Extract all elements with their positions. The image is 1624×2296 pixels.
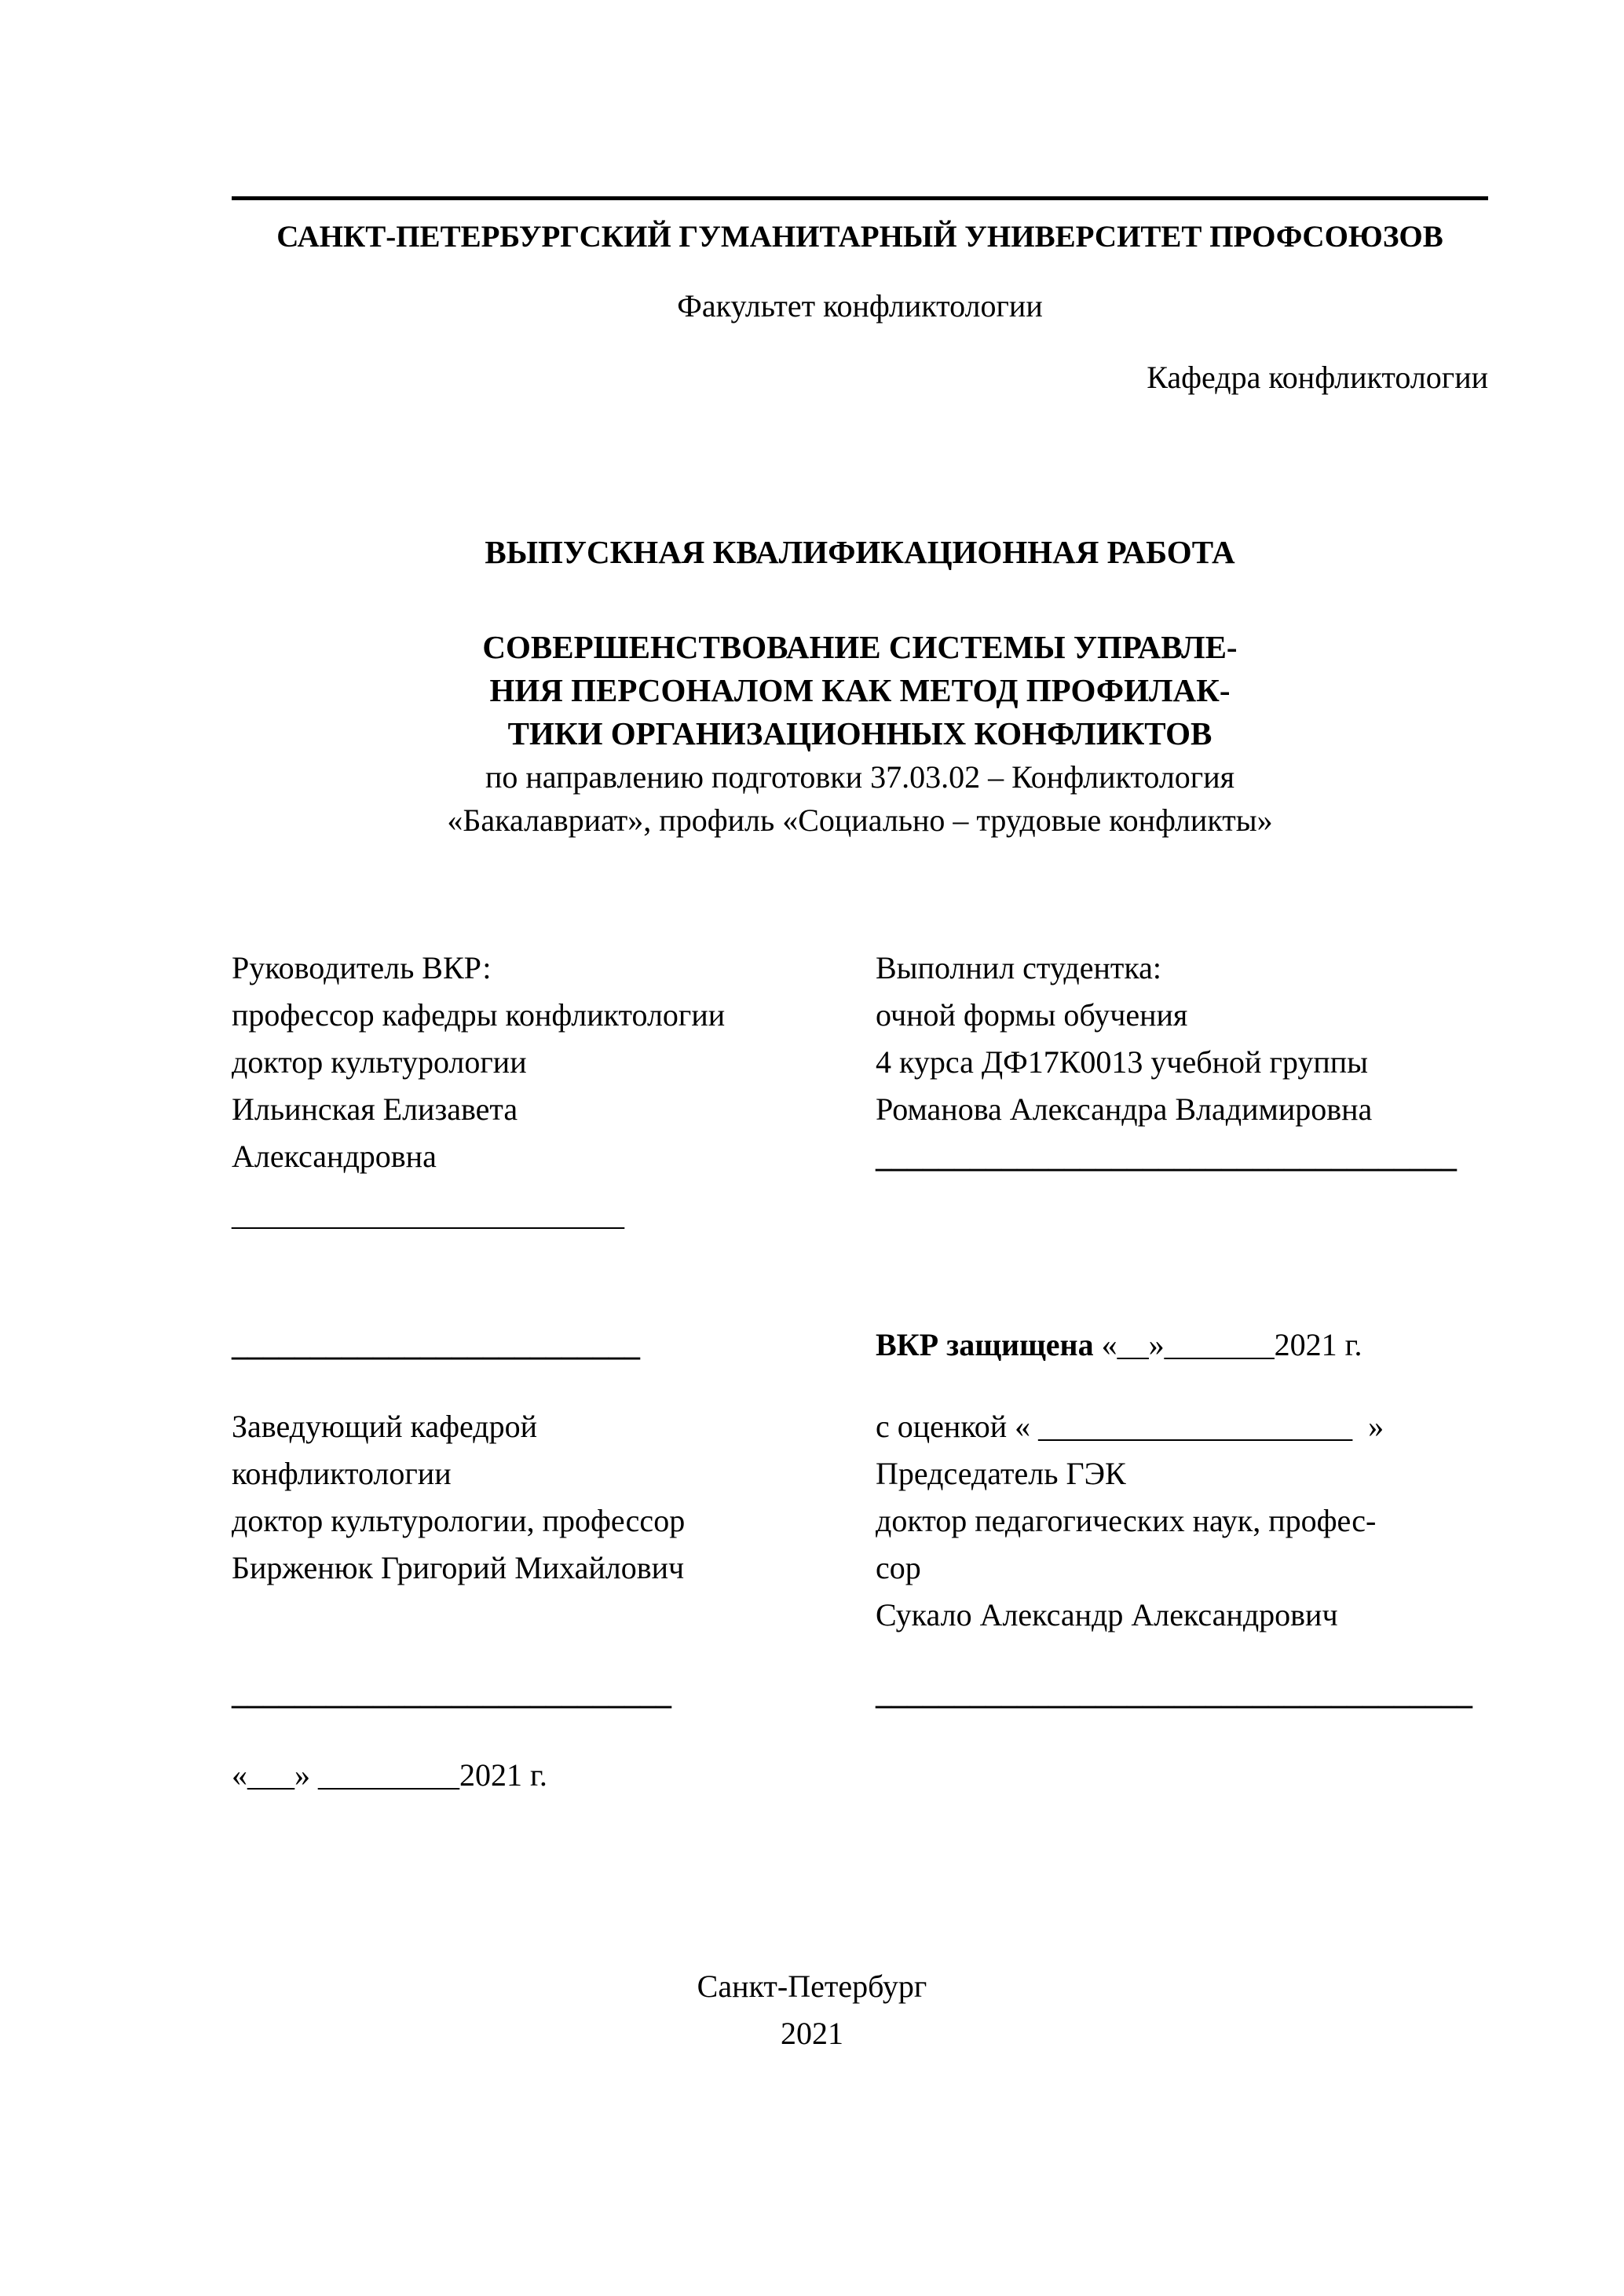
thesis-title (232, 626, 1488, 755)
defense-date-line (876, 1322, 1488, 1369)
supervisor-block (232, 945, 876, 1180)
head-title-line-1: Заведующий кафедрой (232, 1409, 538, 1444)
department-name: Кафедра конфликтологии (1147, 360, 1488, 395)
supervisor-signature-line: _________________________ (232, 1197, 624, 1232)
head-signature-line-top: __________________________ (232, 1327, 640, 1362)
head-signature-line: ____________________________ (232, 1676, 671, 1711)
thesis-title-line-2: НИЯ ПЕРСОНАЛОМ КАК МЕТОД ПРОФИЛАК- (489, 672, 1231, 708)
thesis-title-line-3: ТИКИ ОРГАНИЗАЦИОННЫХ КОНФЛИКТОВ (507, 715, 1213, 751)
thesis-title-line-1: СОВЕРШЕНСТВОВАНИЕ СИСТЕМЫ УПРАВЛЕ- (482, 629, 1238, 665)
supervisor-name-line-2: Александровна (232, 1139, 437, 1174)
chairman-name: Сукало Александр Александрович (876, 1597, 1338, 1632)
student-label: Выполнил студентка: (876, 950, 1162, 985)
supervisor-name-line-1: Ильинская Елизавета (232, 1091, 518, 1127)
head-degree: доктор культурологии, профессор (232, 1503, 686, 1538)
chairman-degree-line-1: доктор педагогических наук, профес- (876, 1503, 1377, 1538)
header-rule (232, 196, 1488, 200)
student-block (876, 945, 1488, 1133)
left-column (232, 945, 876, 1799)
program-line: по направлению подготовки 37.03.02 – Конфликтология (485, 759, 1235, 795)
student-study-form: очной формы обучения (876, 997, 1188, 1033)
supervisor-position: профессор кафедры конфликтологии (232, 997, 726, 1033)
chairman-label: Председатель ГЭК (876, 1456, 1126, 1491)
work-type-title: ВЫПУСКНАЯ КВАЛИФИКАЦИОННАЯ РАБОТА (485, 534, 1235, 570)
approval-date-line: «___» _________2021 г. (232, 1757, 547, 1793)
profile-line: «Бакалавриат», профиль «Социально – трудовые конфликты» (447, 803, 1273, 838)
year: 2021 (781, 2016, 843, 2051)
head-title-line-2: конфликтологии (232, 1456, 452, 1491)
defense-date-blank: «__»_______2021 г. (1093, 1327, 1362, 1362)
document-footer (0, 1963, 1624, 2057)
chairman-signature-line: ______________________________________ (876, 1676, 1472, 1711)
supervisor-label: Руководитель ВКР: (232, 950, 492, 985)
document-header (232, 196, 1488, 842)
head-name: Бирженюк Григорий Михайлович (232, 1550, 685, 1585)
defense-label: ВКР защищена (876, 1327, 1094, 1362)
department-head-block (232, 1403, 876, 1592)
right-column (876, 945, 1488, 1799)
student-name: Романова Александра Владимировна (876, 1091, 1373, 1127)
student-signature-line: _____________________________________ (876, 1139, 1457, 1174)
grade-line: с оценкой « ____________________ » (876, 1409, 1384, 1444)
chairman-degree-line-2: сор (876, 1550, 921, 1585)
signature-section (232, 945, 1488, 1799)
student-group: 4 курса ДФ17К0013 учебной группы (876, 1044, 1369, 1080)
faculty-name: Факультет конфликтологии (677, 288, 1043, 324)
university-name: САНКТ-ПЕТЕРБУРГСКИЙ ГУМАНИТАРНЫЙ УНИВЕРСИТЕТ ПРОФСОЮЗОВ (276, 220, 1443, 254)
chairman-block (876, 1403, 1488, 1639)
supervisor-degree: доктор культурологии (232, 1044, 527, 1080)
city: Санкт-Петербург (697, 1969, 927, 2004)
